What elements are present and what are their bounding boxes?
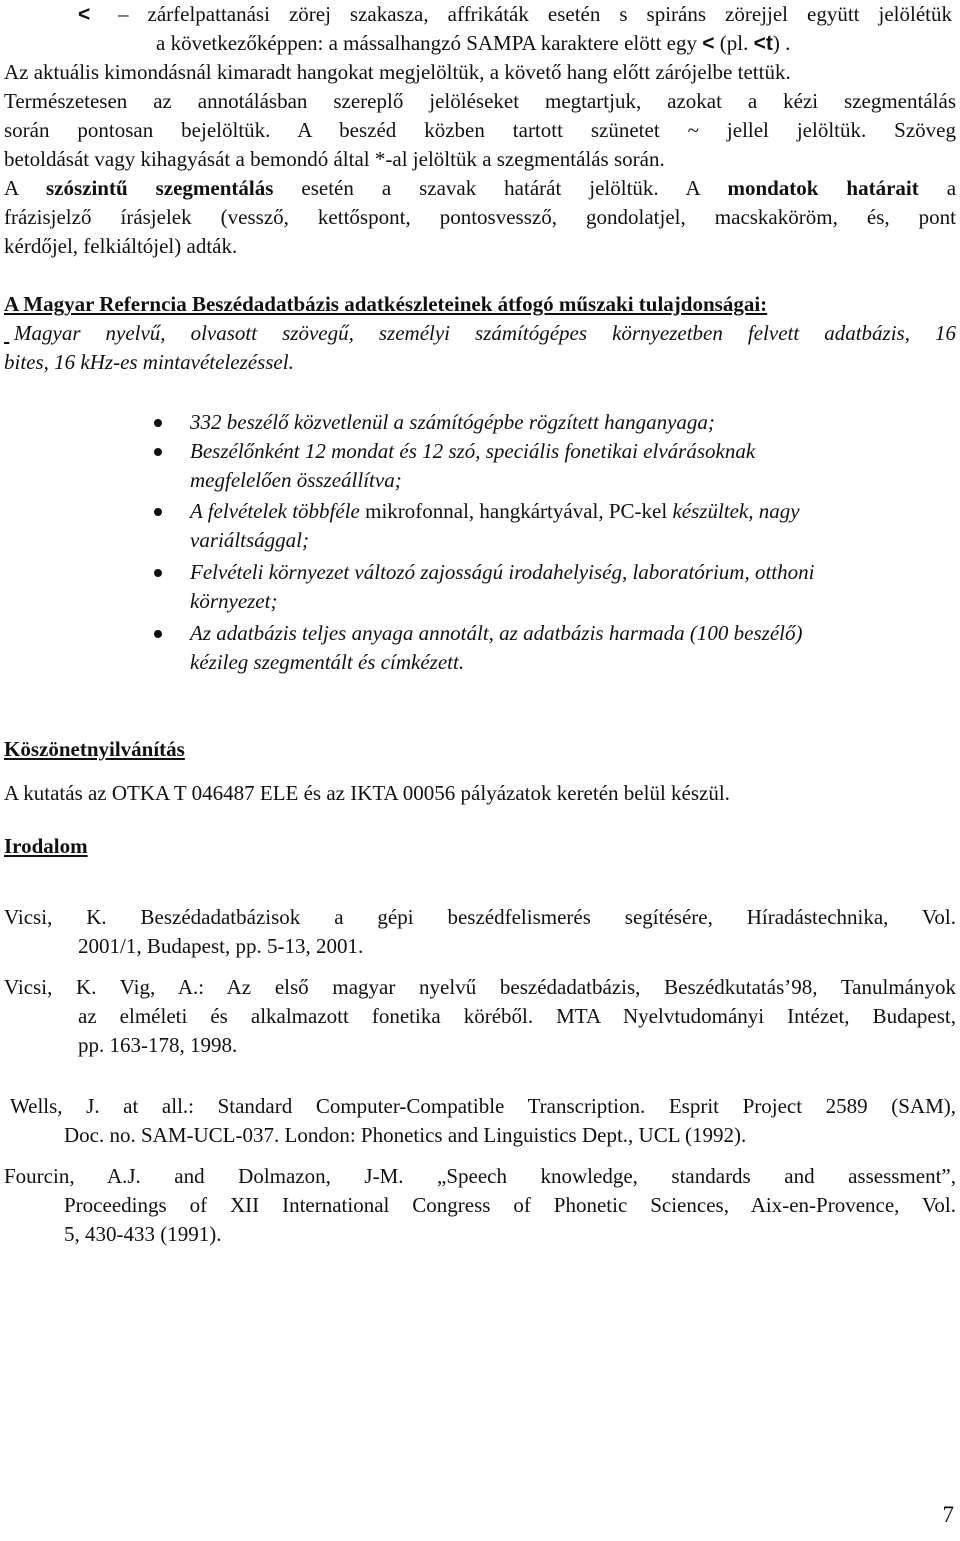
phoneme-note-example-label: (pl. (719, 31, 749, 55)
section-intro-line-2: bites, 16 kHz-es mintavételezéssel. (4, 350, 294, 374)
page-number: 7 (942, 1502, 954, 1527)
underline-mark (4, 319, 14, 348)
list-item-continuation: környezet; (190, 589, 278, 613)
paragraph-line: betoldását vagy kihagyását a bemondó által *-al jelöltük a szegmentálás során. (4, 147, 665, 171)
reference-4-line-3: 5, 430-433 (1991). (64, 1222, 222, 1246)
paragraph-line: során pontosan bejelöltük. A beszéd közben tartott szünetet ~ jellel jelöltük. Szöveg (4, 118, 956, 142)
paragraph-line-segmentation (4, 174, 956, 203)
list-item: Beszélőnként 12 mondat és 12 szó, speciális fonetikai elvárásoknak (190, 439, 756, 463)
list-item-continuation: variáltsággal; (190, 528, 309, 552)
list-item-continuation: megfelelően összeállítva; (190, 468, 402, 492)
reference-3-line-1: Wells, J. at all.: Standard Computer-Compatible Transcription. Esprit Project 2589 (SAM), (10, 1094, 956, 1118)
references-heading: Irodalom (4, 834, 88, 858)
reference-4-line-1: Fourcin, A.J. and Dolmazon, J-M. „Speech knowledge, standards and assessment”, (4, 1164, 956, 1188)
bullet-dot (154, 508, 162, 516)
reference-4-line-2: Proceedings of XII International Congress of Phonetic Sciences, Aix-en-Provence, Vol. (64, 1193, 956, 1217)
bold-term-word-level: szószintű szegmentálás (45, 176, 274, 200)
paragraph-line: Természetesen az annotálásban szereplő jelöléseket megtartjuk, azokat a kézi szegmentálás (4, 89, 956, 113)
list-item: Felvételi környezet változó zajosságú irodahelyiség, laboratórium, otthoni (190, 560, 815, 584)
reference-2-line-3: pp. 163-178, 1998. (78, 1033, 238, 1057)
text-run: készültek, nagy (672, 499, 800, 523)
less-than-symbol: < (702, 32, 715, 55)
text-run: A felvételek többféle (190, 499, 360, 523)
list-item-continuation: kézileg szegmentált és címkézett. (190, 650, 465, 674)
reference-1-line-1: Vicsi, K. Beszédadatbázisok a gépi beszédfelismerés segítésére, Híradástechnika, Vol. (4, 905, 956, 929)
section-heading: A Magyar Referncia Beszédadatbázis adatkészleteinek átfogó műszaki tulajdonságai: (4, 292, 768, 316)
phoneme-note-text: a következőképpen: a mássalhangzó SAMPA karaktere elött egy (156, 31, 697, 55)
text-run: A (4, 176, 19, 200)
text-run: a (946, 176, 957, 200)
reference-2-line-2: az elméleti és alkalmazott fonetika köréből. MTA Nyelvtudományi Intézet, Budapest, (78, 1004, 956, 1028)
reference-1-line-2: 2001/1, Budapest, pp. 5-13, 2001. (78, 934, 364, 958)
phoneme-note-line-1: – zárfelpattanási zörej szakasza, affrikáták esetén s spiráns zörejjel együtt jelölétük (118, 2, 952, 26)
phoneme-example-code: <t (753, 32, 773, 55)
less-than-symbol: < (78, 3, 91, 26)
bullet-dot (154, 419, 162, 427)
bold-term-sentence-boundaries: mondatok határait (727, 176, 919, 200)
list-item: 332 beszélő közvetlenül a számítógépbe rögzített hanganyaga; (190, 410, 715, 434)
reference-2-line-1: Vicsi, K. Vig, A.: Az első magyar nyelvű beszédadatbázis, Beszédkutatás’98, Tanulmányok (4, 975, 956, 999)
list-item (190, 497, 800, 526)
text-run: mikrofonnal, hangkártyával, PC-kel (365, 499, 668, 523)
bullet-dot (154, 569, 162, 577)
section-intro-text: Magyar nyelvű, olvasott szövegű, személyi számítógépes környezetben felvett adatbázis, 16 (14, 321, 956, 345)
paragraph-line: Az aktuális kimondásnál kimaradt hangokat megjelöltük, a követő hang előtt zárójelbe tettük. (4, 60, 791, 84)
bullet-dot (154, 630, 162, 638)
text-run: esetén a szavak határát jelöltük. A (301, 176, 700, 200)
reference-3-line-2: Doc. no. SAM-UCL-037. London: Phonetics and Linguistics Dept., UCL (1992). (64, 1123, 747, 1147)
bullet-dot (154, 448, 162, 456)
list-item: Az adatbázis teljes anyaga annotált, az adatbázis harmada (100 beszélő) (190, 621, 803, 645)
paragraph-line: kérdőjel, felkiáltójel) adták. (4, 234, 238, 258)
phoneme-note-line-2 (156, 29, 790, 58)
acknowledgement-heading: Köszönetnyilvánítás (4, 737, 185, 761)
phoneme-note-end: ) . (772, 31, 791, 55)
acknowledgement-text: A kutatás az OTKA T 046487 ELE és az IKTA 00056 pályázatok keretén belül készül. (4, 781, 730, 805)
paragraph-line: frázisjelző írásjelek (vessző, kettőspont, pontosvessző, gondolatjel, macskaköröm, és, pont (4, 205, 956, 229)
section-intro-line-1 (4, 319, 956, 348)
